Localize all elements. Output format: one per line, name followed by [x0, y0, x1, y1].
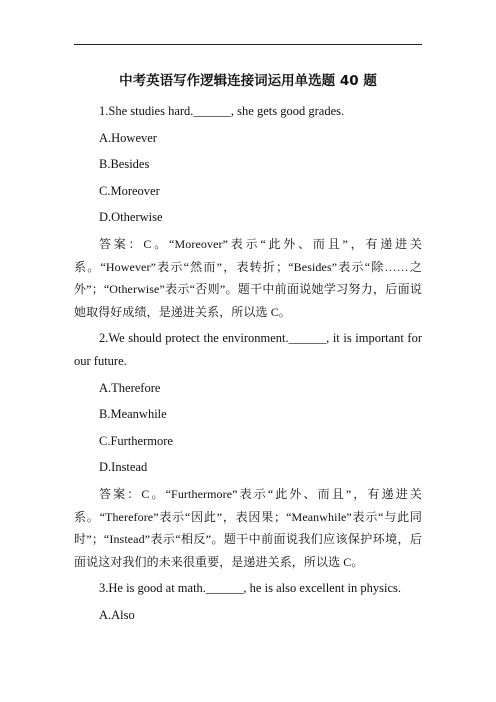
document-title: 中考英语写作逻辑连接词运用单选题 40 题 [119, 73, 377, 89]
question-2-answer: 答案：C。“Furthermore”表示“此外、而且”，有递进关系。“Therefore”表示“因此”，表因果；“Meanwhile”表示“与此同时”；“Instead”表示“相反”。题干中前面说我们应该保护环境，后面说这对我们的未来很重要，是递进关系，所以选 C。 [74, 486, 422, 569]
question-2-option-c: C.Furthermore [99, 433, 173, 448]
question-1-answer: 答案：C。“Moreover”表示“此外、而且”，有递进关系。“However”表示“然而”，表转折；“Besides”表示“除……之外”；“Otherwise”表示“否则”。题干中前面说她学习努力，后面说她取得好成绩，是递进关系，所以选 C。 [74, 236, 422, 319]
question-3-option-a: A.Also [99, 607, 135, 622]
question-2-stem: 2.We should protect the environment.______, it is important for our future. [74, 331, 422, 368]
question-1-option-b: B.Besides [99, 157, 150, 172]
question-1-option-c: C.Moreover [99, 183, 160, 198]
question-1-option-d: D.Otherwise [99, 210, 163, 225]
question-2-option-a: A.Therefore [99, 380, 161, 395]
header-rule [74, 44, 422, 45]
question-1-stem: 1.She studies hard.______, she gets good grades. [99, 104, 345, 118]
document-body [74, 100, 422, 630]
question-2-option-d: D.Instead [99, 460, 148, 475]
question-3-stem: 3.He is good at math.______, he is also excellent in physics. [99, 581, 402, 596]
question-2-option-b: B.Meanwhile [99, 407, 167, 422]
question-1-option-a: A.However [99, 130, 157, 145]
